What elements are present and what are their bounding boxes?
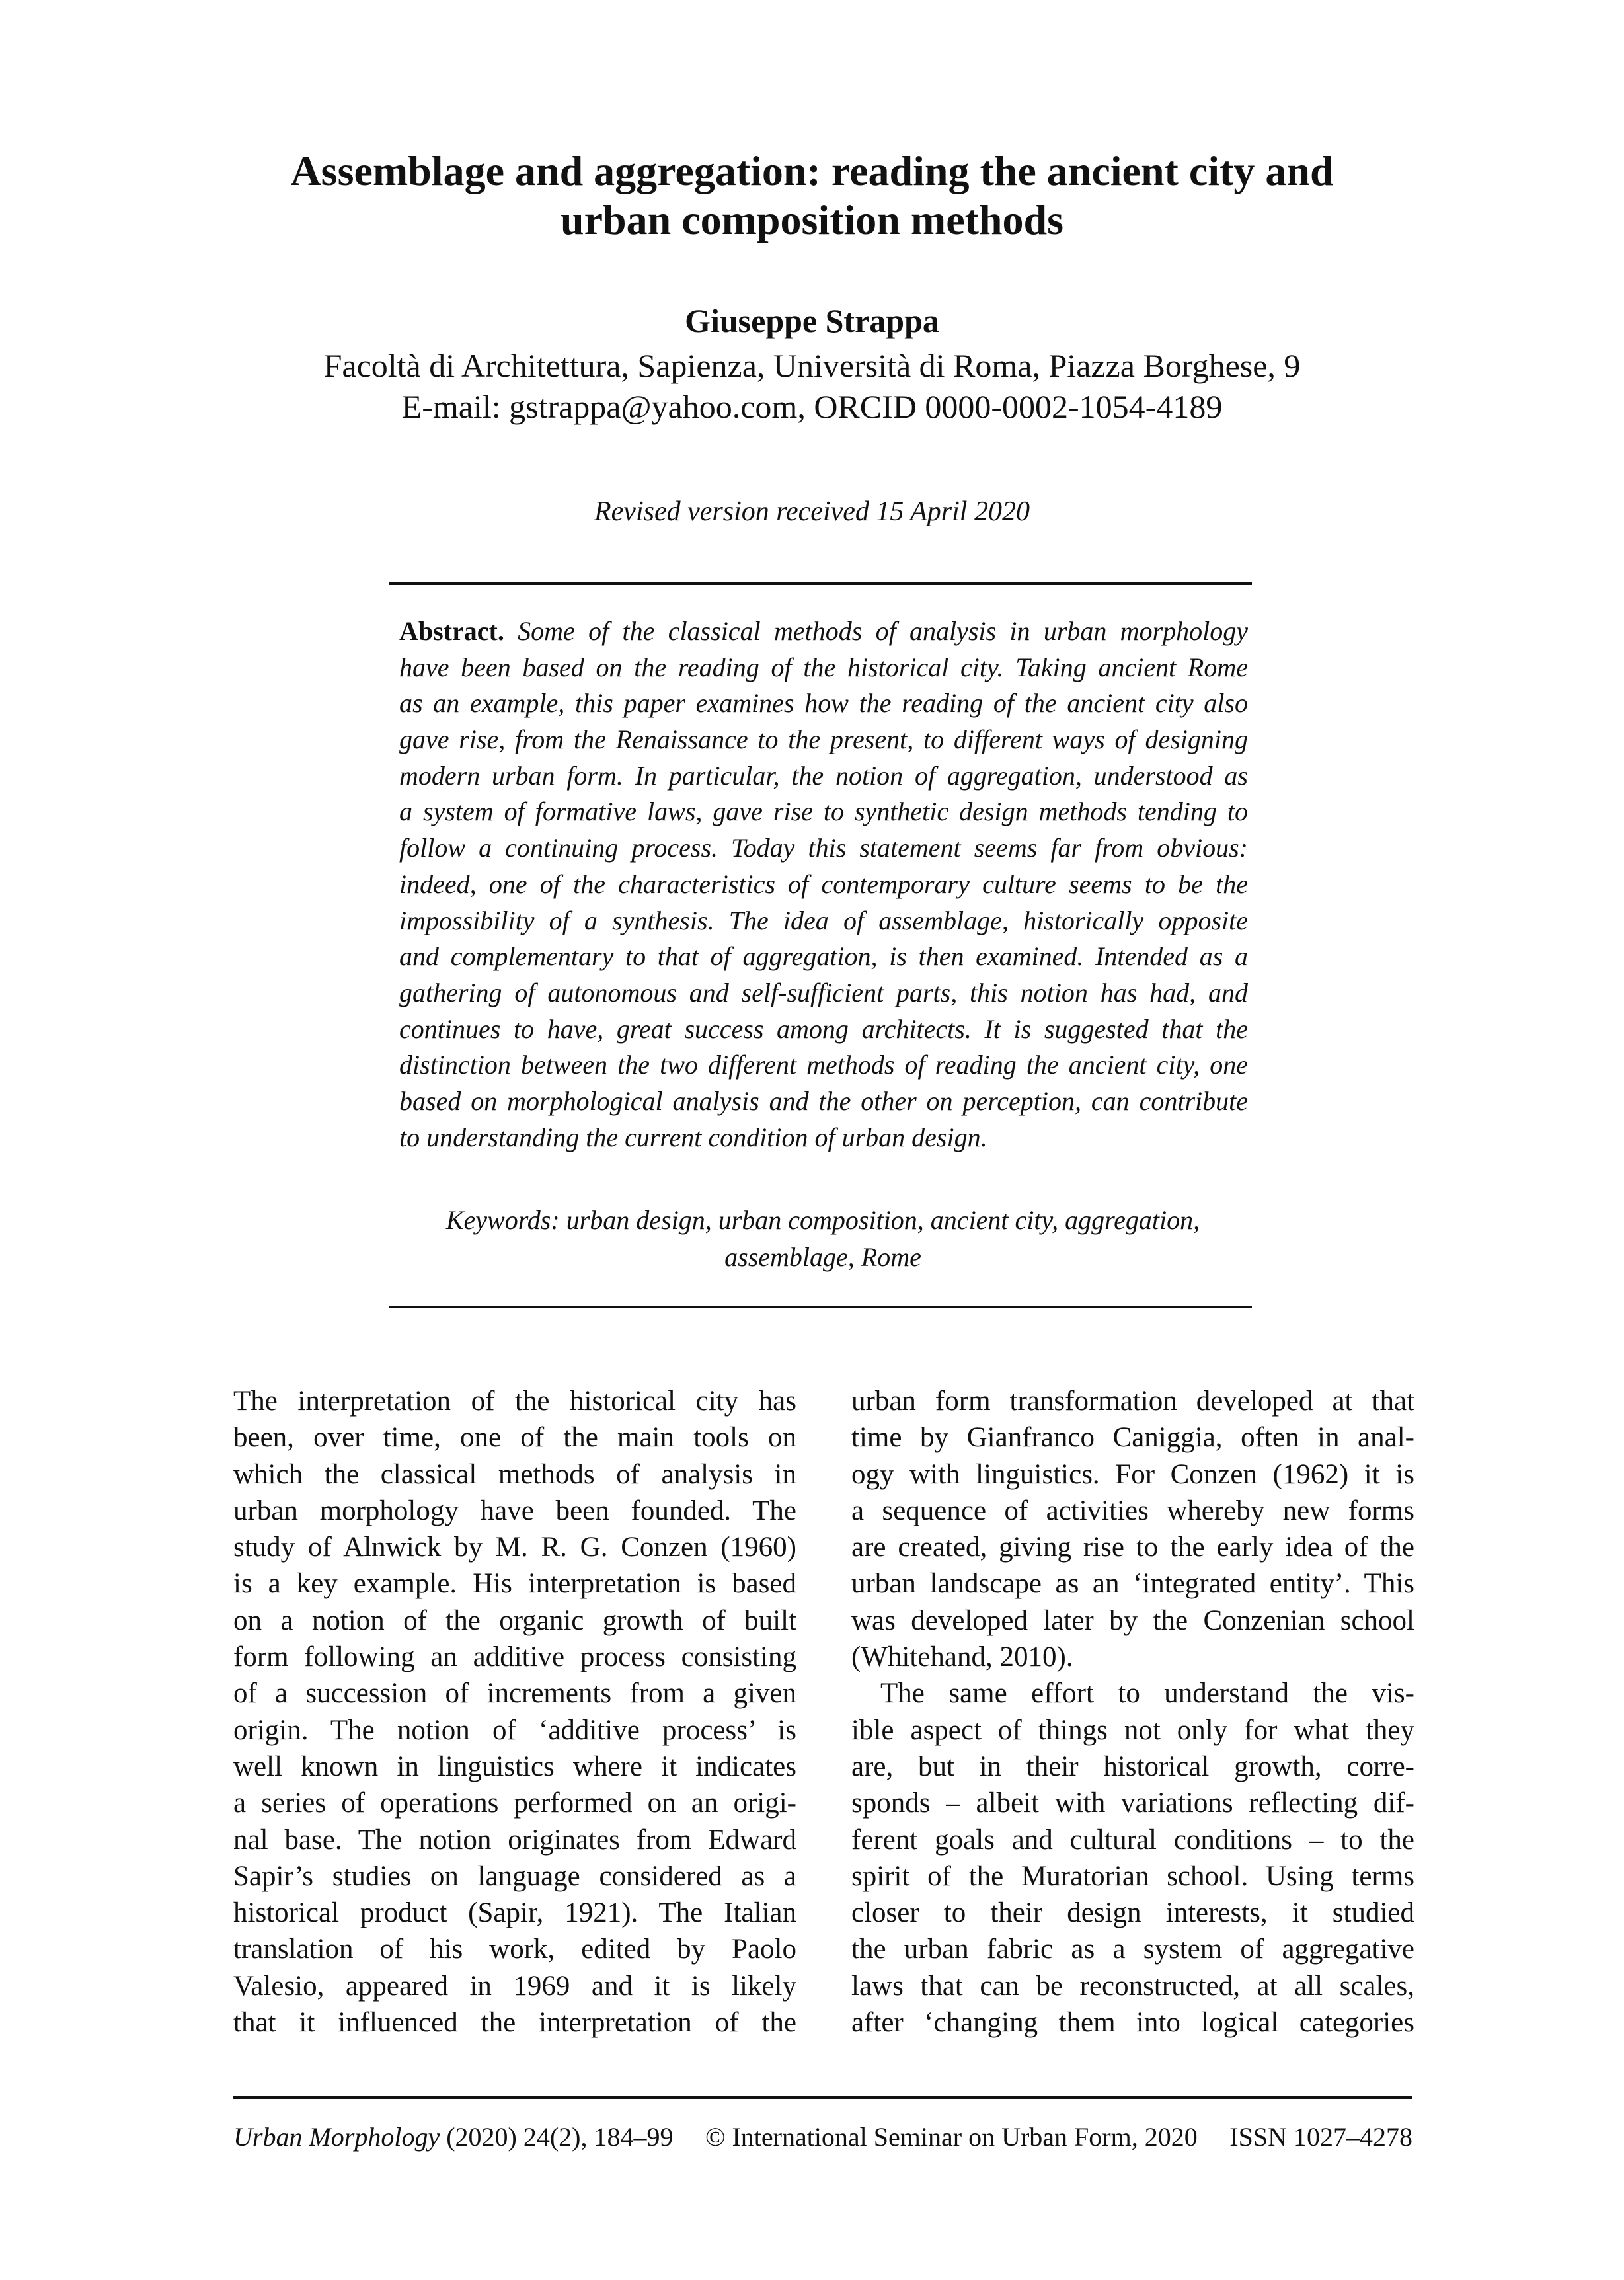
abstract-line [399, 613, 1248, 650]
abstract-line: continues to have, great success among architects. It is suggested that the [399, 1013, 1248, 1044]
contact-line: E-mail: gstrappa@yahoo.com, ORCID 0000-0002-1054-4189 [401, 388, 1223, 425]
abstract-line: follow a continuing process. Today this statement seems far from obvious: [399, 833, 1248, 863]
body-line: on a notion of the organic growth of built [233, 1604, 796, 1636]
body-line: time by Gianfranco Caniggia, often in anal- [851, 1422, 1414, 1454]
journal-name: Urban Morphology [233, 2122, 440, 2152]
author-name: Giuseppe Strappa [685, 302, 939, 339]
abstract-line: as an example, this paper examines how the reading of the ancient city also [399, 688, 1248, 719]
body-line: after ‘changing them into logical categories [851, 2007, 1414, 2039]
body-line: urban morphology have been founded. The [233, 1495, 796, 1526]
body-line: ferent goals and cultural conditions – to the [851, 1824, 1414, 1856]
abstract-line: based on morphological analysis and the other on perception, can contribute [399, 1085, 1248, 1116]
abstract-line: impossibility of a synthesis. The idea of assemblage, historically opposite [399, 905, 1248, 935]
abstract-line: and complementary to that of aggregation, is then examined. Intended as a [399, 941, 1248, 972]
body-line: a sequence of activities whereby new forms [851, 1495, 1414, 1526]
body-line: been, over time, one of the main tools on [233, 1422, 796, 1454]
keywords [397, 1202, 1249, 1276]
body-line: sponds – albeit with variations reflecting dif- [851, 1788, 1414, 1819]
volume-pages: (2020) 24(2), 184–99 [440, 2122, 674, 2152]
body-line: origin. The notion of ‘additive process’ is [233, 1714, 796, 1746]
body-column-left [233, 1383, 796, 2041]
abstract-text: Some of the classical methods of analysis in urban morphology [518, 616, 1249, 646]
abstract-line: a system of formative laws, gave rise to synthetic design methods tending to [399, 797, 1248, 827]
title-line: urban composition methods [561, 196, 1063, 243]
abstract-top-rule [389, 582, 1252, 585]
body-line: form following an additive process consisting [233, 1641, 796, 1673]
abstract-lead: Abstract. [399, 616, 504, 646]
title-line: Assemblage and aggregation: reading the ancient city and [290, 147, 1334, 194]
body-line: of a succession of increments from a given [233, 1678, 796, 1710]
footer-citation [233, 2121, 674, 2154]
footer-copyright: © International Seminar on Urban Form, 2020 [705, 2122, 1198, 2152]
abstract-line: modern urban form. In particular, the notion of aggregation, understood as [399, 760, 1248, 791]
body-line: The interpretation of the historical city has [233, 1386, 796, 1417]
body-line: closer to their design interests, it studied [851, 1897, 1414, 1929]
page-footer [233, 2121, 1412, 2154]
keywords-line: assemblage, Rome [724, 1242, 921, 1272]
affiliation-line: Facoltà di Architettura, Sapienza, Università di Roma, Piazza Borghese, 9 [323, 347, 1301, 384]
body-line: the urban fabric as a system of aggregative [851, 1934, 1414, 1965]
body-line: is a key example. His interpretation is based [233, 1568, 796, 1600]
body-line: ogy with linguistics. For Conzen (1962) it is [851, 1458, 1414, 1490]
body-line: translation of his work, edited by Paolo [233, 1934, 796, 1965]
abstract [399, 613, 1248, 1156]
body-line: study of Alnwick by M. R. G. Conzen (1960) [233, 1532, 796, 1563]
body-line: was developed later by the Conzenian school [851, 1604, 1414, 1636]
abstract-line: gave rise, from the Renaissance to the present, to different ways of designing [399, 725, 1248, 755]
abstract-line: distinction between the two different methods of reading the ancient city, one [399, 1050, 1248, 1080]
body-line: historical product (Sapir, 1921). The Italian [233, 1897, 796, 1929]
body-line: a series of operations performed on an origi- [233, 1788, 796, 1819]
body-line: Valesio, appeared in 1969 and it is likely [233, 1970, 796, 2002]
abstract-line: gathering of autonomous and self-sufficient parts, this notion has had, and [399, 977, 1248, 1007]
footer-rule [233, 2096, 1412, 2099]
received-date: Revised version received 15 April 2020 [594, 496, 1030, 527]
paper-title [198, 147, 1426, 245]
body-line: (Whitehand, 2010). [851, 1641, 1073, 1673]
abstract-line: to understanding the current condition of urban design. [399, 1122, 987, 1152]
body-line: are, but in their historical growth, corre- [851, 1750, 1414, 1782]
body-line: spirit of the Muratorian school. Using terms [851, 1860, 1414, 1892]
body-line: urban landscape as an ‘integrated entity’. This [851, 1568, 1414, 1600]
body-line: well known in linguistics where it indicates [233, 1750, 796, 1782]
abstract-bottom-rule [389, 1306, 1252, 1308]
body-line: laws that can be reconstructed, at all scales, [851, 1970, 1414, 2002]
body-line: nal base. The notion originates from Edward [233, 1824, 796, 1856]
abstract-line: have been based on the reading of the historical city. Taking ancient Rome [399, 652, 1248, 682]
body-line: ible aspect of things not only for what they [851, 1714, 1414, 1746]
body-line: are created, giving rise to the early idea of the [851, 1532, 1414, 1563]
abstract-line: indeed, one of the characteristics of contemporary culture seems to be the [399, 869, 1248, 899]
body-line: urban form transformation developed at that [851, 1386, 1414, 1417]
footer-issn: ISSN 1027–4278 [1229, 2122, 1412, 2152]
body-line: which the classical methods of analysis in [233, 1458, 796, 1490]
keywords-line: Keywords: urban design, urban composition, ancient city, aggregation, [445, 1205, 1200, 1235]
author-affiliation [198, 345, 1426, 427]
body-line: The same effort to understand the vis- [880, 1678, 1414, 1710]
body-line: that it influenced the interpretation of the [233, 2007, 796, 2039]
body-column-right [851, 1383, 1414, 2041]
body-line: Sapir’s studies on language considered as a [233, 1860, 796, 1892]
